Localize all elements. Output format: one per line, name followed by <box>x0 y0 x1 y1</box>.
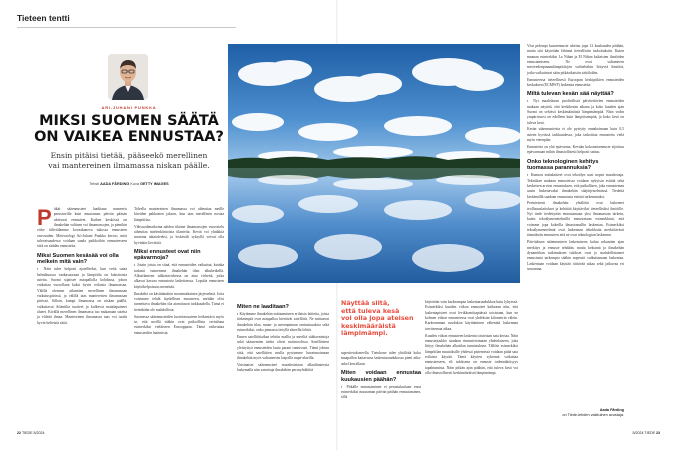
body-paragraph: ▪ Nyt maaliskuun puolivälissä päivitettävien ennusteiden mukaan näyttää, että keskikesän aikana ja koko kauden ajan Suomi on selvästi keskimääräistä lämpimämpää. Näin vodin ympärivuosi on edelleen kuin lämpöisempää, ja koko kesä on tuleva kesä. <box>527 99 624 125</box>
body-paragraph: Talvella mantereinen ilmamassa voi aiheuttaa meille kireiden pakkasten jakson, kun taas merellinen nostaa lämpötilaa. <box>134 207 224 222</box>
body-paragraph <box>37 207 127 250</box>
body-paragraph: Suomessa sääennusteiden luotettavuuteen heikentävä myös se, että meillä sääkin ovat paikoillisia vertailuna esimerkiksi eteläiseen Eurooppaan. Tämä vaikeuttaa ennusteiden laatimista. <box>134 314 224 335</box>
article-column-2 <box>134 207 224 337</box>
drop-cap: P <box>37 205 52 230</box>
body-paragraph: ▪ Pitkälle ennustaminen ei perustukuitaan enoa esimerkiksi muutaman päivän päähän ennustaminen, sillä <box>341 384 421 400</box>
question-heading: Miksi Suomen kesäsää voi olla melkein mitä vain? <box>37 252 119 266</box>
footer-right <box>632 431 660 435</box>
body-paragraph: Ennusteessa tieteellisesti Euroopan keskipitkien ennusteiden keskuksen (ECMWF) laskemia ennusteita. <box>527 77 624 87</box>
body-paragraph: ▪ Kunnon mittalaitteet ovat tekoälyn uusi nopea muodostaja. Tekniikan mukaan ennusteissa voidaan nykyisin esittää sekä keskeisen arvion ennustuksen, että paikallisen, joka ennustetaan uusin laskettavaksi ilmakehän sääjärjestelmässä. Tiedettä keräämällä saadaan ennustusta entistä tarkemmaksi. <box>527 173 624 199</box>
issue-left: 5/2024 <box>33 431 45 435</box>
question-heading: Miten ne laaditaan? <box>237 304 289 310</box>
author-signature <box>560 408 624 418</box>
pull-quote-line: lämpimämpi. <box>341 329 388 338</box>
page-number-left: 22 <box>17 431 21 435</box>
page-number-right: 23 <box>656 431 660 435</box>
article-column-3 <box>237 301 329 375</box>
body-paragraph: Ennen satelliittiaikaa tehtiin mallia ja meriltä säähavaintoja sekä sääasemien tiedot olivat avainroolissa. Satelliitteen yleistyttyä ennusteiden laatu parani tuntuvasti. Tämä johtuu siitä, että satelliitien avulla pystymme havainnoimaan ilmakehää myös valtamerien laajoilla napa-alueilla. <box>237 334 329 361</box>
signature-name: Aada Fårding <box>599 408 624 412</box>
lake-photo <box>228 44 520 283</box>
magazine-name-right: TIEDE <box>644 431 655 435</box>
body-paragraph: ▪ Käytämme ilmakehän mittaamiseen erilaisia laitteita, joista tärkeimpiä ovat maapalloa kiertävät satelliitit. Ne mittaavat ilmakehän tilaa, maan- ja merenpinnan ominaisuuksia sekä esimerkiksi, onko pinnassa tietyllä alueella lehtiä. <box>237 312 329 333</box>
lead-line-2: vai mantereinen ilmamassa niskan päälle. <box>48 161 210 170</box>
signature-role: on Tiede-lehden vakituinen avustaja. <box>562 413 624 417</box>
body-paragraph: ▪ Jotain joista on siinä, että ennusteiden vaikuttaa, kuinka tarkasti tunnemme ilmakehän tilan alkuhetkellä. Alkutilanteen tulkintavirhessa on aina virheitä, jotka alkavat kasvaa ennustetta laskettaessa. Lopulta ennusteen käyttökelpoisuus menettää. <box>134 263 224 289</box>
body-paragraph: supertietokoneella. Tietokone tulee yhtälöitä koko maapallon kattavassa laskentaruudukossa pieni aika-askel kerrallaan. <box>341 351 421 366</box>
headline-line-2: ON VAIKEA ENNUSTAA? <box>34 128 224 145</box>
body-paragraph: Kuuden viikon ennusteen laskenta toistetaan sata kertaa. Näin ennustejoukko saadaan rinnastetoimaan yhdenlaiseen, joka liittyy ilmakehän alkutilan tunnistuksen. Tällöin esimerkiksi lämpötilan muutoksille yhdessä pistemessä voidaan pitää sata erilaista käyrää. Tämä käyrien sykermä vaikuttaa ennusteeseen, eli tuloksena on ennuste todennäköisyys tapahtumista. Näin pitkän ajan päähän, että tuleva kesä voi olla ilmastollisesti keskimääräistä lämpimämpi. <box>425 333 518 375</box>
section-label: Tieteen tentti <box>17 13 70 23</box>
article-column-4 <box>341 351 421 402</box>
article-column-5 <box>425 300 518 378</box>
pull-quote-line: voi olla jopa ateisen <box>341 314 414 323</box>
article-column-1 <box>37 207 127 328</box>
issue-right: 5/2024 <box>632 431 644 435</box>
lead-line-1: Ensin pitäisi tietää, pääseekö merellinen <box>50 151 208 160</box>
photo-credit-label: Kuva <box>130 182 139 186</box>
intro-text: itkät sääennusteet laaditaan numeeris perustuvilla kuin muutaman päivän pääsän ulottuvat ennusteet. Kaiken keskössä on ilmakehän valtiaen vai ilmamassojen, ja pienikin virhe tiiliväilamme kovaakaneva tukossa ennusteen osuvuuden. Meteorologi Ari-Juhani Punkka kertoo, mitä tulevaisuudessa voidaan saada paikkoihin ennusteeseen siitä on säädän ennusteita. <box>37 207 127 249</box>
body-paragraph: Viisi pidempi kausiennuste ulottuu jopa 12 kuukauden päähän, mutta sitä käytetään lähinnä tieteellisiin tarkoituksiin. Kuten maanan esimerkiksi La Niñan ja El Niñon kaltaisten ilmiöiden ennustamiseen. Ne ovat valtameren merivedenpinnanlämpötilojen vaihteluihin liittyviä ilmiöitä, jotka vaikuttavat sään pitkäaikaisiin säätiloihin. <box>527 44 624 75</box>
body-paragraph: Kesän sääennusteista ei ole pystytty ennakoimaan kuin 0,5 asteen hyvässä tarkkuudessa, joka tarkoittaa ennustetta vielä myös eteenpäin. <box>527 127 624 143</box>
question-heading: Miltä tulevan kesän sää näyttää? <box>527 91 614 98</box>
question-heading: Onko teknologinen kehitys tuomassa parannuksia? <box>527 158 599 172</box>
author-portrait <box>108 54 148 100</box>
body-paragraph: Vähvuodenaikoina näiden tilanne ilmamassojen vuorottelu aiheuttaa mielenkiintoisia tilanteita. Kevät voi yhtäkkiä muuttua takatalveksi, ja loskaväli syksyllä voivat olla hyvinkin lieväisiä. <box>134 224 224 245</box>
body-paragraph: Ennustetta on yhä epävarma. Kevään kokonaisennuste sijoittuu epävarmaan mihin ilmastollisesti helposti sattuu. <box>527 145 624 155</box>
text-credit-author: AADA FÅRDING <box>100 182 130 186</box>
body-paragraph: Varsinaiset sääennusteet muodostetaan alkutilanteesta laskemalla niin sanottuja ilmakehän perusyhtälöitä <box>237 363 329 373</box>
pull-quote-line: Näyttää siltä, <box>341 299 390 307</box>
pull-quote <box>341 300 421 338</box>
footer-left <box>17 431 45 435</box>
author-name: ARI-JUHANI PUNKKA <box>101 105 157 110</box>
question-heading: Miksi ennusteet ovat niin epävarmoja? <box>134 248 201 262</box>
header-divider <box>17 27 236 28</box>
article-column-6 <box>527 44 624 274</box>
text-credit-label: Teksti <box>89 182 100 186</box>
photo-credit-source: GETTY IMAGES <box>140 182 169 186</box>
credits-line <box>0 182 258 186</box>
body-paragraph: Päivittäisen sääennusteen laskemiseen kuluu sekuntien ajan merkitys ja ennuste tehdään, mutta keksintä ja ilmakehän dynamiikan tutkimuksen tulokset ovat jo mahdollistaneet ennustusta tarkempia sääkin nopeasti vaikuttamaan laskentaa. Laskentaan voidaan käyttää riittävää aikaa sekä jatkuvaa eri seurantaa. <box>527 240 624 272</box>
headline-line-1: MIKSI SUOMEN SÄÄTÄ <box>39 113 219 129</box>
magazine-name-left: TIEDE <box>21 431 33 435</box>
lead-paragraph <box>16 151 242 171</box>
body-paragraph: Perinteisesti ilmakehän yhtälöitä ovat laskeneet teollisuuslaitokset ja kehittää käyttäviksi tieteellisiksi ilmiöille. Nyt tiede tiedettyään ennustamaan yksi ilmamassan tärkein, kuten tekoälymenetelmillä ennustetaan esimerkkinä, että voimme jopa kokeilla ilmastomallin laskentaa. Esimerkiksi tekoälymenetelmät ovat laskennan tehokkaita merkittävästi täsmäävän ennusteen että ne ovat teknologian laskennat. <box>527 201 624 238</box>
body-paragraph: ▪ Näin tulee helposti ajatelleeksi, kun vettä sataa helmikuussa vaakasuoraan ja lämpötila on kaksitoista astetta. Suomi sijaitsee maapallolla kohdassa, johon vaikuttaa vuorollaan kaksi hyvin erilaista ilmamassaa. Välillä olemme atlanttien merellinen ilmamassan vaikutuspiirissä, ja välillä taas mantereisen ilmamassan piirissä. Silloin, kumpi ilmamassa on niskan päällä, vaikuttavat Atlantilta tuotteet ja kulkevat matalapaineet alueet. Kivällä merellinen ilmamassa tuo mukanaan sateita ja viileää ilmaa. Mantereinen ilmamassa taas voi tuoda hyvin helteisiä säitä. <box>37 267 127 325</box>
pull-quote-line: keskimääräistä <box>341 321 396 330</box>
pull-quote-line: että tuleva kesä <box>341 306 400 315</box>
headline <box>0 114 258 145</box>
question-heading: Miten voidaan ennustaa kuukausien päähän? <box>341 370 421 383</box>
body-paragraph: käytetään vain karkeampaa laskentaruudukkoa kuin lyhyessä. Esimerkiksi kuuden viikon ennusteet kaikeaan niin, että laskentapisteet ovat levikkomittapäässä toisistaan, kun ne kolmen viikon ennusteessa ovat yhdeksän kilometrin välein. Karkeamman ruudukon käyttäminen vähentää laskennan tarvitsemaa aikaa. <box>425 300 518 331</box>
body-paragraph: Ilmakehä on käsittämätön monimutkainen järjestelmä. Jotta voisimme tehdä täydellisen ennusteen, meidän olisi tunnettava ilmakehän tila atomitason tarkkuudella. Tämä ei tietenkään ole mahdollista. <box>134 291 224 312</box>
